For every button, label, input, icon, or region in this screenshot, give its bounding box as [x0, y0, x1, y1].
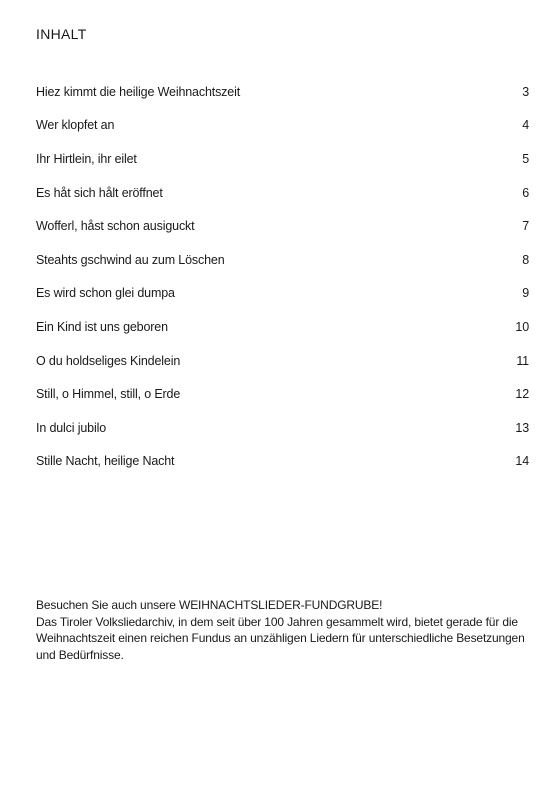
toc-entry-page-number: 11 — [516, 353, 529, 368]
toc-entry — [36, 411, 529, 445]
table-of-contents — [36, 75, 529, 478]
toc-entry-page-number: 5 — [522, 151, 529, 166]
toc-entry-page-number: 14 — [515, 454, 529, 469]
page-title: INHALT — [36, 26, 87, 42]
toc-entry — [36, 109, 529, 143]
toc-entry-page-number: 10 — [515, 319, 529, 334]
toc-entry-page-number: 7 — [522, 219, 529, 234]
toc-entry — [36, 344, 529, 378]
toc-entry — [36, 377, 529, 411]
footer-note — [36, 597, 526, 663]
toc-entry-title: Hiez kimmt die heilige Weihnachtszeit — [36, 84, 241, 99]
toc-entry-page-number: 4 — [522, 118, 529, 133]
toc-entry-page-number: 12 — [515, 387, 529, 402]
toc-entry — [36, 176, 529, 210]
toc-entry-title: Ein Kind ist uns geboren — [36, 319, 168, 334]
toc-entry-page-number: 8 — [522, 252, 529, 267]
toc-entry-title: Ihr Hirtlein, ihr eilet — [36, 151, 137, 166]
toc-entry-page-number: 9 — [522, 286, 529, 301]
toc-entry-title: Stille Nacht, heilige Nacht — [36, 454, 175, 469]
toc-entry — [36, 277, 529, 311]
toc-entry-page-number: 13 — [515, 420, 529, 435]
toc-entry-title: Steahts gschwind au zum Löschen — [36, 252, 225, 267]
toc-entry-title: Es wird schon glei dumpa — [36, 286, 175, 301]
footer-headline: Besuchen Sie auch unsere WEIHNACHTSLIEDER-FUNDGRUBE! — [36, 598, 383, 612]
toc-entry — [36, 75, 529, 109]
toc-entry-title: Wofferl, håst schon ausiguckt — [36, 219, 195, 234]
toc-entry-title: O du holdseliges Kindelein — [36, 353, 181, 368]
toc-entry — [36, 209, 529, 243]
toc-entry — [36, 243, 529, 277]
toc-entry-title: Es håt sich hålt eröffnet — [36, 185, 163, 200]
toc-entry — [36, 142, 529, 176]
toc-entry-title: Wer klopfet an — [36, 118, 115, 133]
toc-entry — [36, 310, 529, 344]
toc-entry-page-number: 3 — [522, 84, 529, 99]
toc-entry — [36, 445, 529, 479]
toc-entry-title: Still, o Himmel, still, o Erde — [36, 387, 181, 402]
footer-body: Das Tiroler Volksliedarchiv, in dem seit über 100 Jahren gesammelt wird, bietet gerade für die Weihnachtszeit einen reichen Fundus an unzähligen Liedern für unterschiedliche Besetzungen und Bedürfnisse. — [36, 614, 525, 662]
toc-entry-title: In dulci jubilo — [36, 420, 107, 435]
toc-entry-page-number: 6 — [522, 185, 529, 200]
